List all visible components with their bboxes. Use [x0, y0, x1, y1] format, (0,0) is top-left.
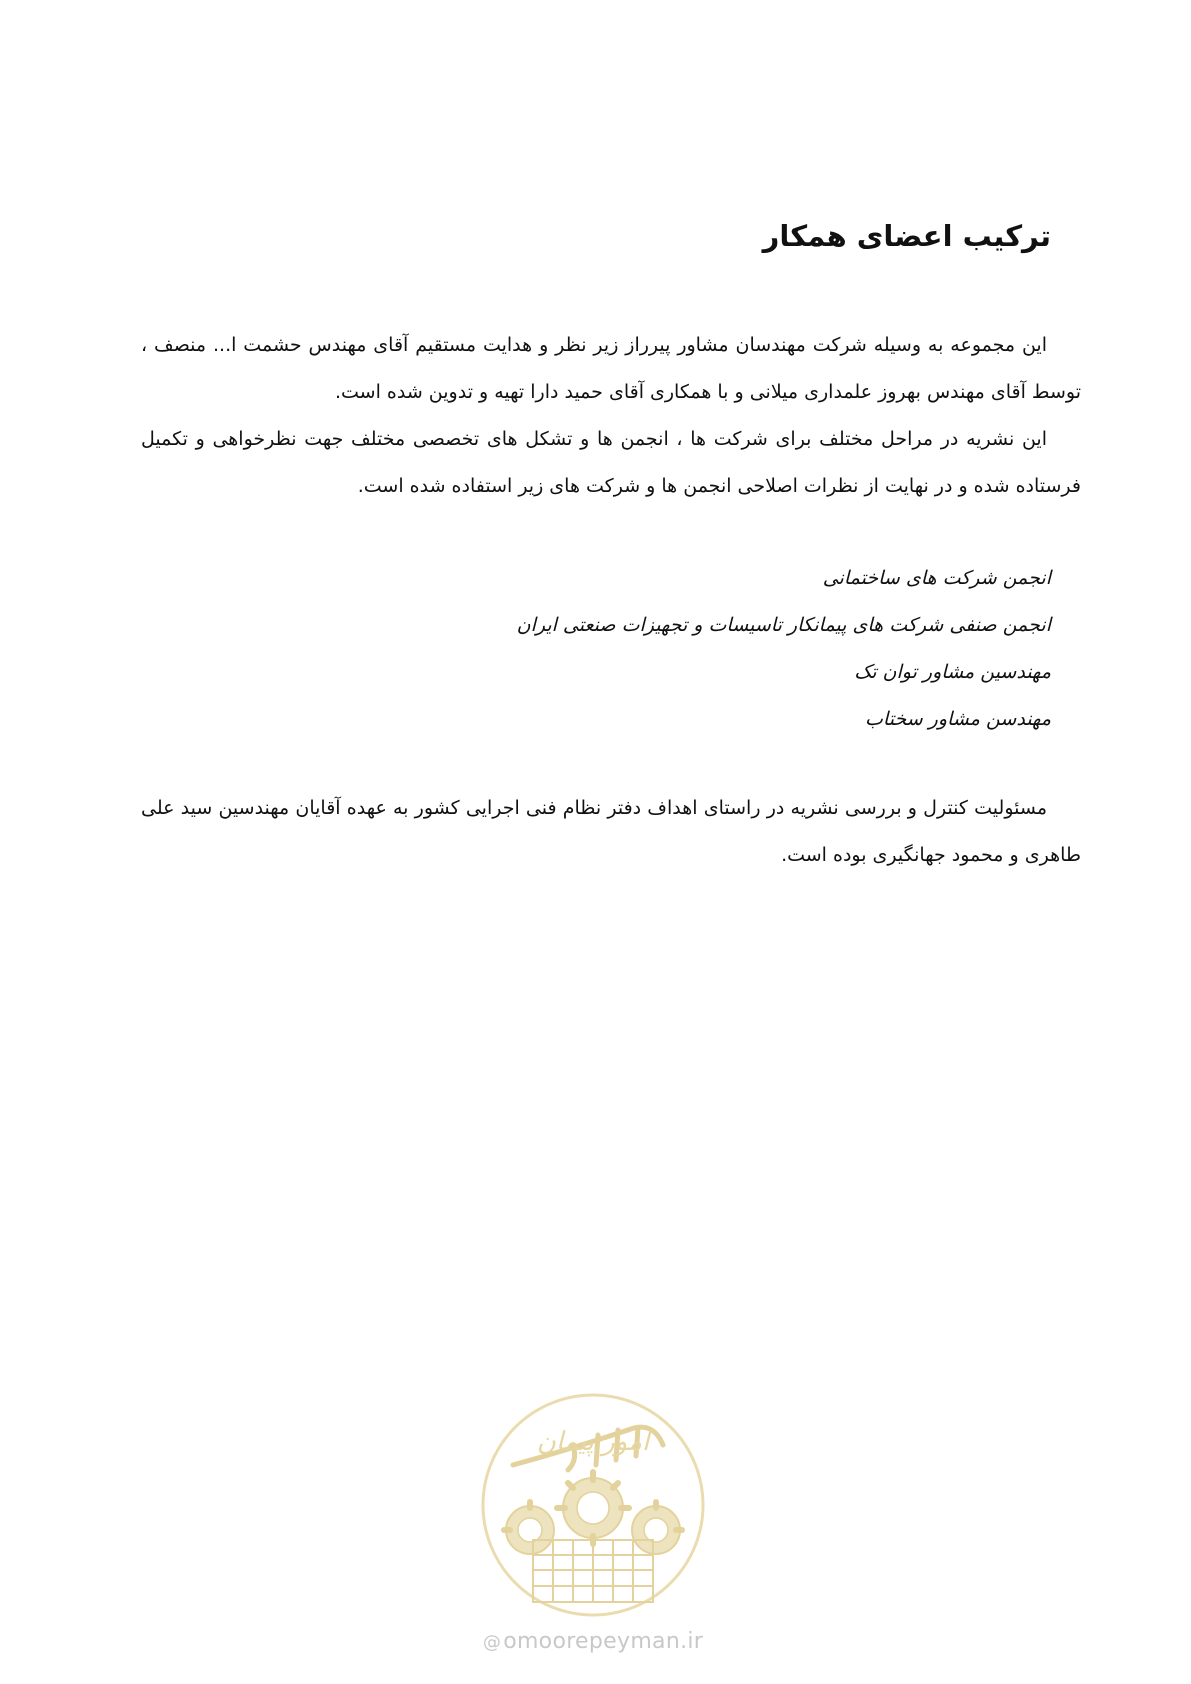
closing-paragraph-block: [141, 785, 1081, 879]
logo-text: امور پیمان: [536, 1427, 650, 1457]
watermark-url: omoorepeyman.ir: [503, 1629, 704, 1654]
seal-logo-icon: [478, 1390, 708, 1620]
paragraph-review-process: این نشریه در مراحل مختلف برای شرکت ها ، انجمن ها و تشکل های تخصصی مختلف جهت نظرخواهی و تکمیل فرستاده شده و در نهایت از نظرات اصلاحی انجمن ها و شرکت های زیر استفاده شده است.: [141, 428, 1081, 497]
watermark-website: [478, 1629, 708, 1654]
list-item: انجمن صنفی شرکت های پیمانکار تاسیسات و تجهیزات صنعتی ایران: [516, 614, 1051, 636]
list-item: انجمن شرکت های ساختمانی: [822, 567, 1051, 589]
page-title: ترکیب اعضای همکار: [762, 219, 1051, 253]
paragraph-responsibility: مسئولیت کنترل و بررسی نشریه در راستای اهداف دفتر نظام فنی اجرایی کشور به عهده آقایان مهندسین سید علی طاهری و محمود جهانگیری بوده است.: [141, 797, 1081, 866]
list-item: مهندسین مشاور توان تک: [854, 661, 1051, 683]
list-item: مهندسن مشاور سختاب: [865, 708, 1051, 730]
paragraph-preparers: این مجموعه به وسیله شرکت مهندسان مشاور پیرراز زیر نظر و هدایت مستقیم آقای مهندس حشمت ا... منصف ، توسط آقای مهندس بهروز علمداری میلانی و با همکاری آقای حمید دارا تهیه و تدوین شده است.: [141, 334, 1081, 403]
at-icon: @: [482, 1632, 502, 1653]
association-list: [351, 555, 1051, 743]
intro-paragraphs: [141, 322, 1081, 510]
